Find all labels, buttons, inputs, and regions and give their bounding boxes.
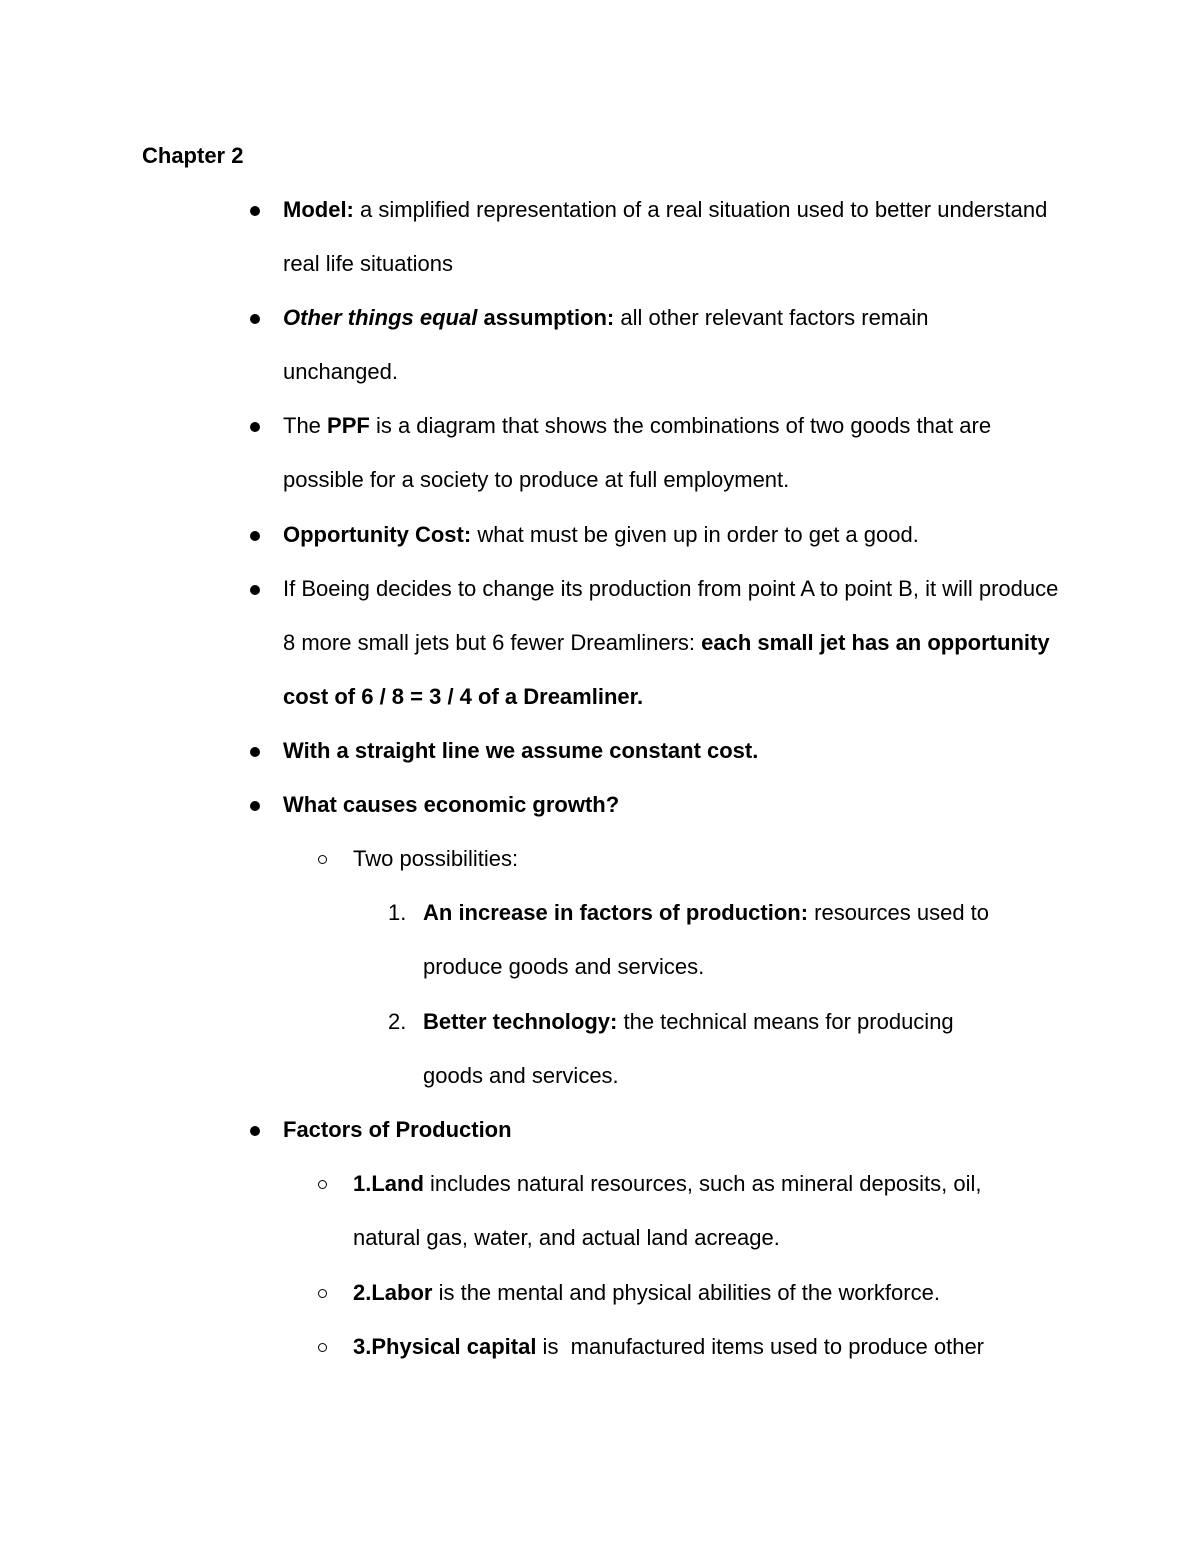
land-term: 1.Land	[353, 1171, 424, 1196]
ppf-item	[283, 399, 1073, 507]
labor-term: 2.Labor	[353, 1280, 433, 1305]
model-text: a simplified representation of a real situation used to better understand real life situations	[283, 197, 1048, 276]
factors-of-production-text: Factors of Production	[283, 1117, 512, 1142]
other-things-term-bold: assumption:	[477, 305, 615, 330]
bullet-icon	[250, 1126, 260, 1136]
circle-bullet-icon	[318, 855, 327, 864]
factors-increase-text: resources used to produce goods and services.	[423, 900, 990, 979]
chapter-heading: Chapter 2	[142, 143, 244, 168]
better-technology-item	[423, 995, 1013, 1103]
physical-capital-term: 3.Physical capital	[353, 1334, 537, 1359]
growth-item	[283, 778, 1083, 832]
circle-bullet-icon	[318, 1343, 327, 1352]
ppf-pre: The	[283, 413, 328, 438]
two-possibilities-text: Two possibilities:	[353, 846, 519, 871]
bullet-icon	[250, 314, 260, 324]
bullet-icon	[250, 422, 260, 432]
circle-bullet-icon	[318, 1289, 327, 1298]
list-number: 2.	[388, 1009, 407, 1034]
other-things-term-italic: Other things equal	[283, 305, 478, 330]
model-item	[283, 183, 1083, 291]
physical-capital-item	[353, 1320, 1083, 1374]
two-possibilities-item	[353, 832, 1083, 886]
list-number: 1.	[388, 900, 407, 925]
better-technology-text: the technical means for producing goods and services.	[423, 1009, 954, 1088]
other-things-item	[283, 291, 993, 399]
boeing-text: If Boeing decides to change its production from point A to point B, it will produce 8 more small jets but 6 fewer Dreamliners:	[283, 576, 1059, 655]
bullet-icon	[250, 801, 260, 811]
factors-of-production-item	[283, 1103, 1083, 1157]
land-item	[353, 1157, 1043, 1265]
growth-text: What causes economic growth?	[283, 792, 620, 817]
boeing-item	[283, 562, 1073, 724]
bullet-icon	[250, 531, 260, 541]
straight-line-text: With a straight line we assume constant cost.	[283, 738, 759, 763]
bullet-icon	[250, 747, 260, 757]
opportunity-cost-text: what must be given up in order to get a good.	[471, 522, 919, 547]
bullet-icon	[250, 585, 260, 595]
ppf-term: PPF	[327, 413, 370, 438]
labor-item	[353, 1266, 1083, 1320]
factors-increase-item	[423, 886, 1043, 994]
opportunity-cost-item	[283, 508, 1083, 562]
bullet-icon	[250, 206, 260, 216]
factors-increase-term: An increase in factors of production:	[423, 900, 809, 925]
land-text: includes natural resources, such as mineral deposits, oil, natural gas, water, and actual land acreage.	[353, 1171, 982, 1250]
model-term: Model:	[283, 197, 354, 222]
better-technology-term: Better technology:	[423, 1009, 618, 1034]
opportunity-cost-term: Opportunity Cost:	[283, 522, 472, 547]
labor-text: is the mental and physical abilities of the workforce.	[432, 1280, 940, 1305]
physical-capital-text: is manufactured items used to produce other	[536, 1334, 985, 1359]
boeing-bold: each small jet has an opportunity cost of 6 / 8 = 3 / 4 of a Dreamliner.	[283, 630, 1050, 709]
ppf-text: is a diagram that shows the combinations of two goods that are possible for a society to produce at full employment.	[283, 413, 992, 492]
straight-line-item	[283, 724, 1083, 778]
other-things-text: all other relevant factors remain unchanged.	[283, 305, 929, 384]
circle-bullet-icon	[318, 1180, 327, 1189]
